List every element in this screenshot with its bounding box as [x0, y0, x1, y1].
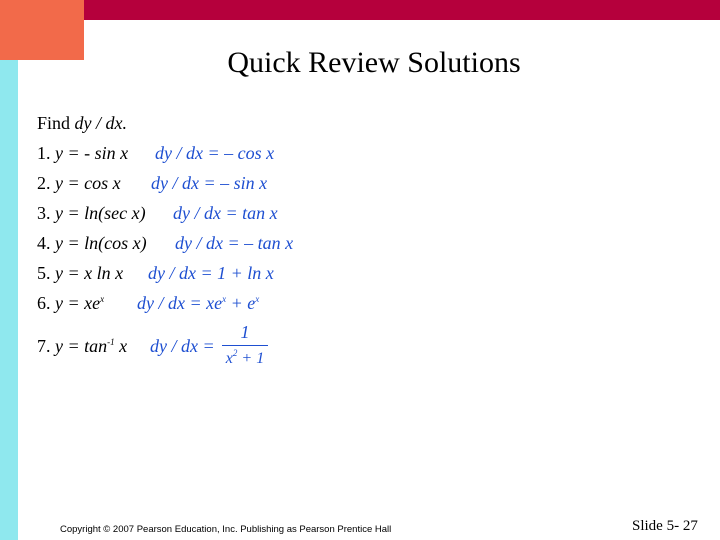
fraction-denominator: $x^2 + 1$	[225, 348, 265, 367]
fraction-numerator: 1	[240, 322, 250, 342]
problem-answer-2: dy / dx = – sin x	[151, 173, 268, 193]
problem-answer-3: dy / dx = tan x	[173, 203, 278, 223]
problem-answer-5: dy / dx = 1 + ln x	[148, 263, 274, 283]
prompt-expr: dy / dx.	[74, 113, 127, 133]
problem-question: $y = xe^x$	[55, 293, 105, 313]
problem-answer-4: dy / dx = – tan x	[175, 233, 294, 253]
answer-fraction	[222, 322, 268, 368]
problem-question: y = ln(sec x)	[55, 203, 146, 223]
top-accent-bar	[84, 0, 720, 20]
copyright-footer: Copyright © 2007 Pearson Education, Inc. Publishing as Pearson Prentice Hall	[60, 524, 392, 535]
problem-number: 4.	[37, 233, 51, 253]
prompt-label: Find	[37, 113, 75, 133]
side-accent-bar	[0, 60, 18, 540]
problem-question: y = ln(cos x)	[55, 233, 147, 253]
problem-question: y = cos x	[55, 173, 121, 193]
problem-number: 1.	[37, 143, 51, 163]
problem-number: 5.	[37, 263, 51, 283]
problem-answer-7: dy / dx =	[150, 336, 215, 356]
problem-number: 6.	[37, 293, 51, 313]
problem-number: 3.	[37, 203, 51, 223]
problem-answer-6: dy / dx = $xe^x + e^x$	[137, 293, 260, 313]
problem-number: 7.	[37, 336, 51, 356]
problem-7	[37, 336, 127, 357]
problem-3	[37, 203, 146, 224]
problem-number: 2.	[37, 173, 51, 193]
problem-question: $y = \tan^{-1} x$	[55, 336, 128, 356]
slide-number: Slide 5- 27	[632, 518, 698, 534]
problem-2	[37, 173, 121, 194]
problem-5	[37, 263, 123, 284]
prompt-line	[37, 113, 127, 134]
problem-answer-1: dy / dx = – cos x	[155, 143, 275, 163]
problem-question: y = - sin x	[55, 143, 129, 163]
fraction-bar	[222, 345, 268, 346]
problem-question: y = x ln x	[55, 263, 124, 283]
slide-title: Quick Review Solutions	[227, 46, 521, 79]
problem-6	[37, 293, 104, 314]
problem-1	[37, 143, 128, 164]
problem-4	[37, 233, 147, 254]
